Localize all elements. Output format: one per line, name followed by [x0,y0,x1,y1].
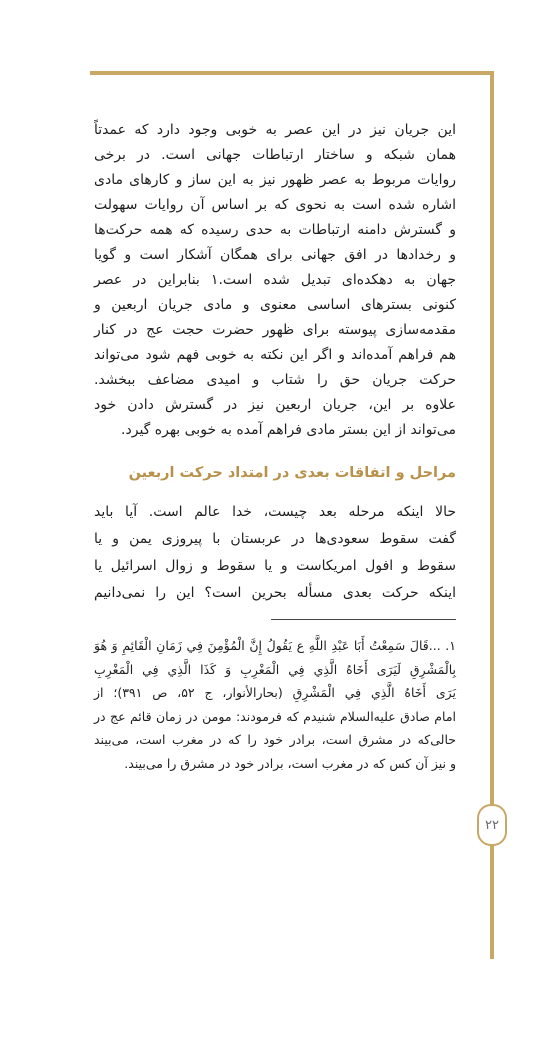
footnote-line: بِالْمَشْرِقِ لَيَرَى أَخَاهُ الَّذِي فِي الْمَغْرِبِ وَ كَذَا الَّذِي فِي الْمَغْرِبِ [94,661,456,677]
page-content [94,118,456,775]
paragraph-2 [94,499,456,607]
footnote-line: ۱. ...قَالَ سَمِعْتُ أَبَا عَبْدِ اللَّهِ ع يَقُولُ إِنَّ الْمُؤْمِنَ فِي زَمَانِ الْقَائِمِ وَ هُوَ [94,638,456,653]
paragraph-line: علاوه بر این، جریان اربعین نیز در گسترش دادن خود [94,397,456,413]
paragraph-line: اینکه حرکت بعدی مسأله بحرین است؟ این را نمی‌دانیم [94,585,456,601]
footnote-line: يَرَى أَخَاهُ الَّذِي فِي الْمَشْرِقِ (بحارالأنوار، ج ۵۲، ص ۳۹۱)؛ از [94,685,456,700]
footnote [94,634,456,775]
paragraph-line: سقوط و افول امریکاست و یا سقوط و زوال اسرائیل یا [94,558,456,574]
paragraph-line: اشاره شده است به نحوی که بر اساس آن روایات سهولت [94,197,456,213]
section-heading: مراحل و اتفاقات بعدی در امتداد حرکت اربعین [128,465,456,481]
page-number-badge [477,804,507,846]
paragraph-1 [94,118,456,443]
paragraph-line: گفت سقوط سعودی‌ها در عربستان با پیروزی یمن و یا [94,531,456,547]
top-border-rule [90,71,494,75]
paragraph-line: حالا اینکه مرحله بعد چیست، خدا عالم است. آیا باید [94,504,456,520]
footnote-line: و نیز آن کس که در مغرب است، برادر خود در مشرق را می‌بیند. [124,755,456,771]
paragraph-line: مقدمه‌سازی پیوسته برای ظهور حضرت حجت عج در کنار [94,322,456,338]
paragraph-line: این جریان نیز در این عصر به خوبی وجود دارد که عمدتاً [94,122,456,138]
paragraph-line: جهان به دهکده‌ای تبدیل شده است.۱ بنابراین در عصر [94,272,457,288]
footnote-separator [271,619,456,620]
footnote-line: حالی‌که در مشرق است، برادر خود را که در مغرب است، می‌بیند [94,732,456,747]
paragraph-line: کنونی بسترهای اساسی معنوی و مادی جریان اربعین و [94,297,456,313]
paragraph-line: هم فراهم آمده‌اند و اگر این نکته به خوبی فهم شود می‌تواند [94,347,456,363]
page-number: ۲۲ [485,817,499,833]
paragraph-line: همان شبکه و ساختار ارتباطات جهانی است. در برخی [94,147,456,163]
paragraph-line: می‌تواند از این بستر مادی فراهم آمده به خوبی بهره گیرد. [121,422,456,438]
paragraph-line: حرکت جریان حق را شتاب و امیدی مضاعف ببخشد. [94,372,456,388]
footnote-line: امام صادق علیه‌السلام شنیدم که فرمودند: مومن در زمان قائم عج در [94,708,456,724]
paragraph-line: و رخدادها در افق جهانی برای همگان آشکار است و گویا [94,247,456,263]
paragraph-line: و گسترش دامنه ارتباطات به حدی رسیده که همه حرکت‌ها [94,222,456,238]
paragraph-line: روایات مربوط به عصر ظهور نیز به این ساز و کارهای مادی [94,172,456,188]
